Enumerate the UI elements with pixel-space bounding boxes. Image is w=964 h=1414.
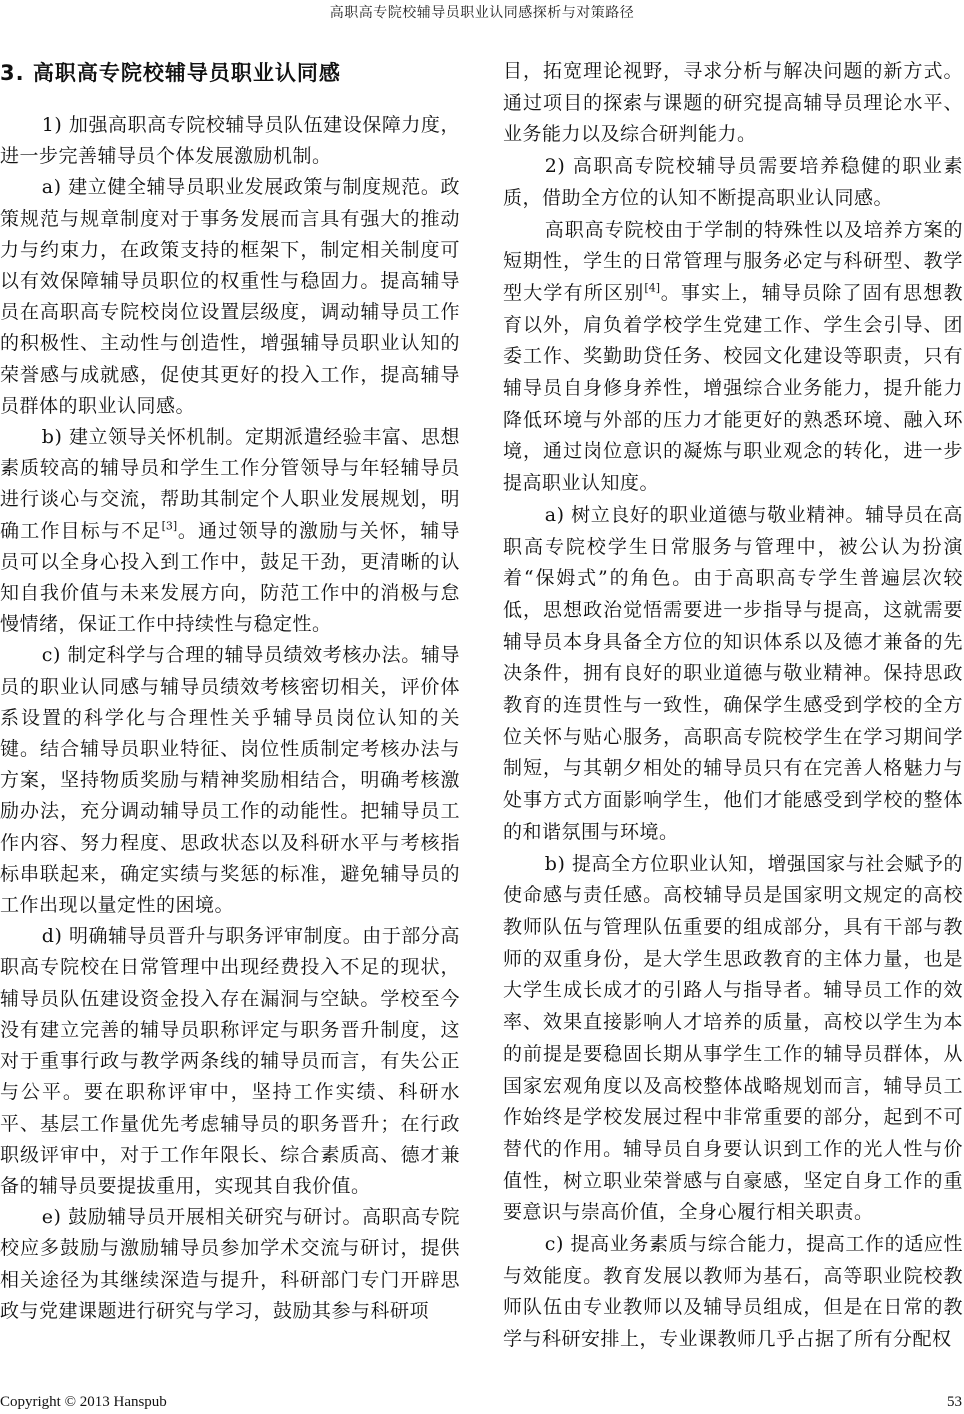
paragraph-text: e) 鼓励辅导员开展相关研究与研讨。高职高专院校应多鼓励与激励辅导员参加学术交流与研讨，提供相关途径为其继续深造与提升，科研部门专门开辟思政与党建课题进行研究与学习，鼓励其参与科研项 bbox=[0, 1206, 460, 1322]
paragraph-text: d) 明确辅导员晋升与职务评审制度。由于部分高职高专院校在日常管理中出现经费投入不足的现状，辅导员队伍建设资金投入存在漏洞与空缺。学校至今没有建立完善的辅导员职称评定与职务晋升制度，这对于重事行政与教学两条线的辅导员而言，有失公正与公平。要在职称评审中，坚持工作实绩、科研水平、基层工作量优先考虑辅导员的职务晋升；在行政职级评审中，对于工作年限长、综合素质高、德才兼备的辅导员要提拔重用，实现其自我价值。 bbox=[0, 925, 460, 1197]
paragraph-text: 。通过领导的激励与关怀，辅导员可以全身心投入到工作中，鼓足干劲，更清晰的认知自我价值与未来发展方向，防范工作中的消极与怠慢情绪，保证工作中持续性与稳定性。 bbox=[0, 519, 460, 636]
paragraph-text: b) 建立领导关怀机制。定期派遣经验丰富、思想素质较高的辅导员和学生工作分管领导与年轻辅导员进行谈心与交流，帮助其制定个人职业发展规划，明确工作目标与不足 bbox=[0, 426, 460, 542]
paragraph-text: a) 建立健全辅导员职业发展政策与制度规范。政策规范与规章制度对于事务发展而言具有强大的推动力与约束力，在政策支持的框架下，制定相关制度可以有效保障辅导员职位的权重性与稳固力。提高辅导员在高职高专院校岗位设置层级度，调动辅导员工作的积极性、主动性与创造性，增强辅导员职业认知的荣誉感与成就感，促使其更好的投入工作，提高辅导员群体的职业认同感。 bbox=[0, 176, 460, 417]
paragraph bbox=[0, 422, 460, 640]
paragraph bbox=[0, 640, 460, 921]
paragraph bbox=[503, 151, 963, 214]
paragraph bbox=[503, 1229, 963, 1356]
paragraph-text: c) 提高业务素质与综合能力，提高工作的适应性与效能度。教育发展以教师为基石，高等职业院校教师队伍由专业教师以及辅导员组成，但是在日常的教学与科研安排上，专业课教师几乎占据了所有分配权 bbox=[503, 1233, 963, 1351]
paragraph-continuation bbox=[503, 56, 963, 151]
paragraph-text: 高职高专院校由于学制的特殊性以及培养方案的短期性，学生的日常管理与服务必定与科研型、教学型大学有所区别 bbox=[503, 218, 963, 304]
paragraph bbox=[503, 500, 963, 849]
copyright: Copyright © 2013 Hanspub bbox=[0, 1394, 167, 1410]
paragraph-text: 目，拓宽理论视野，寻求分析与解决问题的新方式。通过项目的探索与课题的研究提高辅导员理论水平、业务能力以及综合研判能力。 bbox=[503, 60, 963, 146]
left-column bbox=[0, 110, 460, 1327]
paragraph-text: 。事实上，辅导员除了固有思想教育以外，肩负着学校学生党建工作、学生会引导、团委工作、奖勤助贷任务、校园文化建设等职责，只有辅导员自身修身养性，增强综合业务能力，提升能力降低环境与外部的压力才能更好的熟悉环境、融入环境，通过岗位意识的凝炼与职业观念的转化，进一步提高职业认知度。 bbox=[503, 281, 963, 495]
paragraph-text: c) 制定科学与合理的辅导员绩效考核办法。辅导员的职业认同感与辅导员绩效考核密切相关，评价体系设置的科学化与合理性关乎辅导员岗位认知的关键。结合辅导员职业特征、岗位性质制定考核办法与方案，坚持物质奖励与精神奖励相结合，明确考核激励办法，充分调动辅导员工作的动能性。把辅导员工作内容、努力程度、思政状态以及科研水平与考核指标串联起来，确定实绩与奖惩的标准，避免辅导员的工作出现以量定性的困境。 bbox=[0, 644, 460, 917]
running-head: 高职高专院校辅导员职业认同感探析与对策路径 bbox=[329, 5, 635, 21]
paragraph bbox=[503, 849, 963, 1229]
paragraph bbox=[0, 1202, 460, 1327]
paragraph-text: a) 树立良好的职业道德与敬业精神。辅导员在高职高专院校学生日常服务与管理中，被公认为扮演着“保姆式”的角色。由于高职高专学生普遍层次较低，思想政治觉悟需要进一步指导与提高，这就需要辅导员本身具备全方位的知识体系以及德才兼备的先决条件，拥有良好的职业道德与敬业精神。保持思政教育的连贯性与一致性，确保学生感受到学校的全方位关怀与贴心服务，高职高专院校学生在学习期间学制短，与其朝夕相处的辅导员只有在完善人格魅力与处事方式方面影响学生，他们才能感受到学校的整体的和谐氛围与环境。 bbox=[503, 503, 963, 843]
paragraph bbox=[0, 921, 460, 1202]
paragraph-text: b) 提高全方位职业认知，增强国家与社会赋予的使命感与责任感。高校辅导员是国家明文规定的高校教师队伍与管理队伍重要的组成部分，具有干部与教师的双重身份，是大学生思政教育的主体力量，也是大学生成长成才的引路人与指导者。辅导员工作的效率、效果直接影响人才培养的质量，高校以学生为本的前提是要稳固长期从事学生工作的辅导员群体，从国家宏观角度以及高校整体战略规划而言，辅导员工作始终是学校发展过程中非常重要的部分，起到不可替代的作用。辅导员自身要认识到工作的光人性与价值性，树立职业荣誉感与自豪感，坚定自身工作的重要意识与崇高价值，全身心履行相关职责。 bbox=[503, 852, 963, 1224]
citation[interactable]: [3] bbox=[161, 519, 178, 533]
paragraph-text: 2) 高职高专院校辅导员需要培养稳健的职业素质，借助全方位的认知不断提高职业认同感。 bbox=[503, 155, 963, 209]
section-heading: 3. 高职高专院校辅导员职业认同感 bbox=[0, 61, 341, 85]
paragraph-text: 1) 加强高职高专院校辅导员队伍建设保障力度，进一步完善辅导员个体发展激励机制。 bbox=[0, 114, 460, 168]
paragraph bbox=[503, 215, 963, 500]
page-number: 53 bbox=[947, 1394, 962, 1410]
paragraph bbox=[0, 110, 460, 172]
citation[interactable]: [4] bbox=[644, 281, 660, 295]
paragraph bbox=[0, 172, 460, 422]
right-column bbox=[503, 56, 963, 1356]
